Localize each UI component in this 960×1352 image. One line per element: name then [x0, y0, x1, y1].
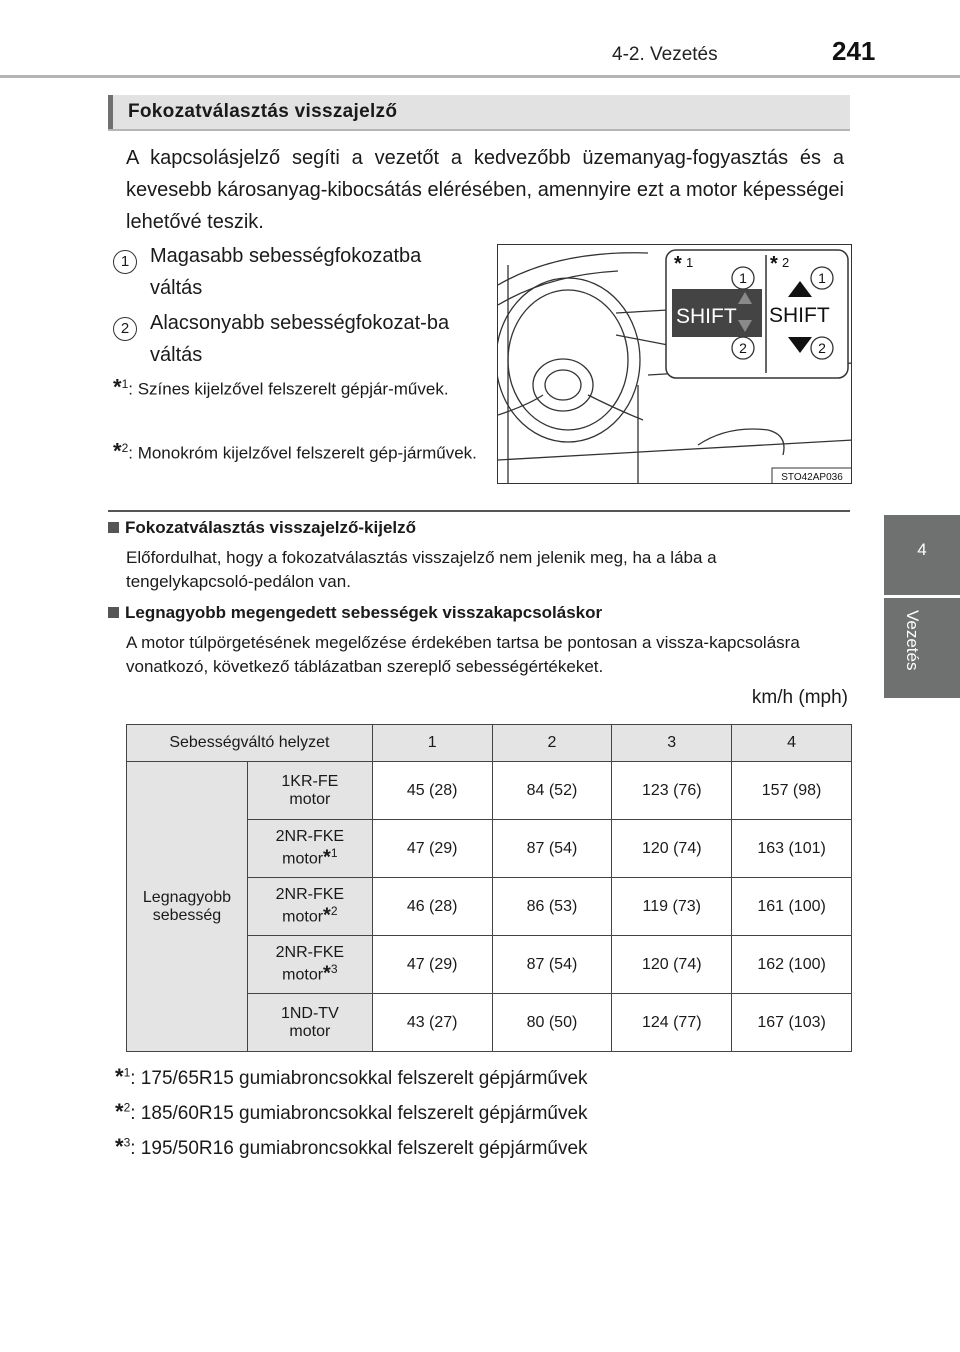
section-label: 4-2. Vezetés	[612, 44, 718, 65]
section-1-body: Előfordulhat, hogy a fokozatválasztás visszajelző nem jelenik meg, ha a lába a tengelykapcsoló-pedálon van.	[126, 548, 717, 591]
value-cell: 161 (100)	[732, 878, 852, 936]
value-cell: 124 (77)	[612, 994, 732, 1052]
dashboard-drawing	[498, 245, 852, 484]
section-divider	[108, 510, 850, 512]
table-header-row	[127, 725, 852, 762]
shift-label-mono: SHIFT	[769, 304, 830, 327]
value-cell: 47 (29)	[372, 820, 492, 878]
value-cell: 120 (74)	[612, 936, 732, 994]
engine-cell: 2NR-FKE motor*$^3$	[247, 936, 372, 994]
chapter-label-bar	[884, 598, 960, 1298]
engine-cell: 1ND-TV motor	[247, 994, 372, 1052]
value-cell: 120 (74)	[612, 820, 732, 878]
value-cell: 157 (98)	[732, 762, 852, 820]
value-cell: 167 (103)	[732, 994, 852, 1052]
value-cell: 163 (101)	[732, 820, 852, 878]
chapter-number: 4	[917, 540, 927, 559]
value-cell: 119 (73)	[612, 878, 732, 936]
chapter-label: Vezetés	[903, 610, 922, 671]
table-header-cell: 2	[492, 725, 612, 762]
svg-text:1: 1	[739, 270, 747, 286]
svg-text:2: 2	[782, 255, 790, 270]
bullet-square-icon	[108, 522, 119, 533]
svg-text:1: 1	[818, 270, 826, 286]
svg-text:*: *	[674, 253, 682, 275]
value-cell: 162 (100)	[732, 936, 852, 994]
value-cell: 87 (54)	[492, 820, 612, 878]
speed-table	[126, 724, 852, 1052]
group-label-cell: Legnagyobb sebesség	[127, 762, 248, 1052]
value-cell: 123 (76)	[612, 762, 732, 820]
table-header-cell: 1	[372, 725, 492, 762]
svg-text:2: 2	[818, 340, 826, 356]
table-header-cell: 4	[732, 725, 852, 762]
engine-cell: 1KR-FE motor	[247, 762, 372, 820]
value-cell: 86 (53)	[492, 878, 612, 936]
unit-label: km/h (mph)	[751, 687, 848, 708]
item-2-text: Alacsonyabb sebességfokozat-ba váltás	[150, 312, 450, 366]
svg-text:*: *	[770, 253, 778, 275]
note-1: *$^1$: Színes kijelzővel felszerelt gépjár-művek.	[113, 374, 449, 400]
dashboard-illustration	[497, 244, 852, 484]
table-row	[127, 762, 852, 820]
footnote-3: *$^3$: 195/50R16 gumiabroncsokkal felszerelt gépjárművek	[115, 1134, 588, 1159]
table-header-cell: Sebességváltó helyzet	[127, 725, 373, 762]
intro-paragraph: A kapcsolásjelző segíti a vezetőt a kedvezőbb üzemanyag-fogyasztás és a kevesebb károsanyag-kibocsátás elérésében, amennyire ezt a motor képességei lehetővé teszik.	[126, 147, 844, 233]
section-1-heading: Fokozatválasztás visszajelző-kijelző	[108, 518, 416, 538]
item-2-number-icon: 2	[113, 311, 137, 343]
page-number: 241	[832, 36, 876, 66]
footnote-2: *$^2$: 185/60R15 gumiabroncsokkal felszerelt gépjárművek	[115, 1099, 588, 1124]
page-title: Fokozatválasztás visszajelző	[128, 101, 398, 122]
section-2-heading: Legnagyobb megengedett sebességek visszakapcsoláskor	[108, 603, 602, 623]
section-2-body: A motor túlpörgetésének megelőzése érdekében tartsa be pontosan a vissza-kapcsolásra vonatkozó, következő táblázatban szereplő sebességértékeket.	[126, 633, 800, 676]
svg-text:2: 2	[739, 340, 747, 356]
chapter-label-bg	[884, 598, 960, 698]
item-1-text: Magasabb sebességfokozatba váltás	[150, 245, 422, 299]
engine-cell: 2NR-FKE motor*$^1$	[247, 820, 372, 878]
value-cell: 45 (28)	[372, 762, 492, 820]
value-cell: 84 (52)	[492, 762, 612, 820]
value-cell: 47 (29)	[372, 936, 492, 994]
note-2: *$^2$: Monokróm kijelzővel felszerelt gép-járművek.	[113, 438, 477, 464]
item-1-number-icon: 1	[113, 244, 137, 276]
header-rule	[0, 75, 960, 78]
value-cell: 43 (27)	[372, 994, 492, 1052]
table-header-cell: 3	[612, 725, 732, 762]
illustration-code: STO42AP036	[781, 472, 843, 483]
value-cell: 46 (28)	[372, 878, 492, 936]
bullet-square-icon	[108, 607, 119, 618]
svg-text:1: 1	[686, 255, 694, 270]
title-rule	[108, 129, 850, 131]
value-cell: 87 (54)	[492, 936, 612, 994]
engine-cell: 2NR-FKE motor*$^2$	[247, 878, 372, 936]
value-cell: 80 (50)	[492, 994, 612, 1052]
footnote-1: *$^1$: 175/65R15 gumiabroncsokkal felszerelt gépjárművek	[115, 1064, 588, 1089]
shift-label-color: SHIFT	[676, 305, 737, 328]
